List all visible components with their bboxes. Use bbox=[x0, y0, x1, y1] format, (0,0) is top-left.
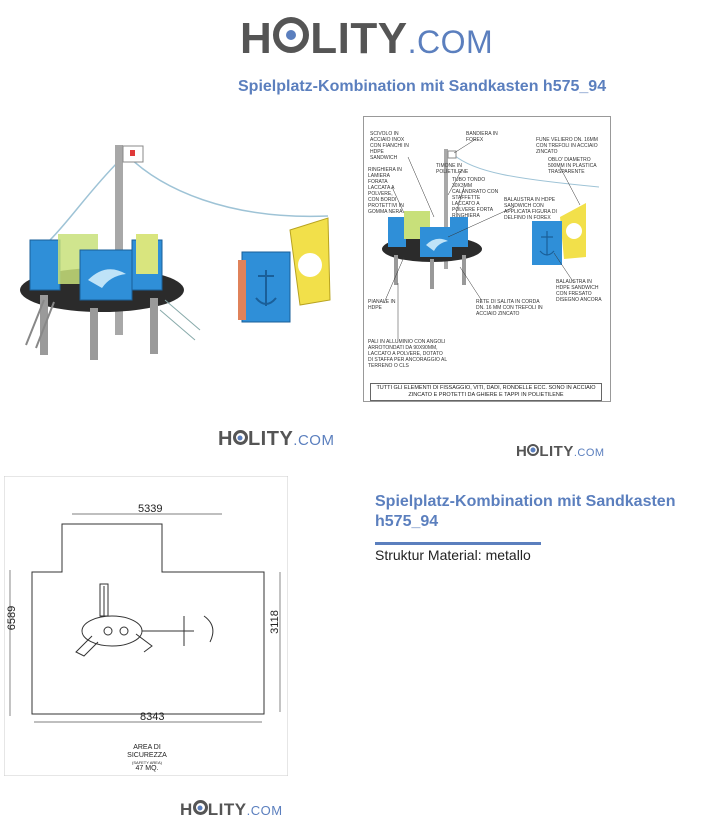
dim-left-label: 6589 bbox=[6, 605, 19, 631]
logo-o-icon bbox=[527, 444, 539, 456]
label-pianale: PIANALE IN HDPE bbox=[368, 299, 396, 311]
logo-letter-h: H bbox=[218, 428, 233, 450]
mesh-panel-right bbox=[136, 234, 158, 274]
brand-logo-small bbox=[218, 428, 334, 451]
label-bandiera: BANDIERA IN FOREX bbox=[466, 131, 498, 143]
sandbox-side bbox=[238, 260, 246, 320]
logo-letter-h: H bbox=[240, 14, 273, 63]
title-underline bbox=[375, 542, 541, 545]
material-label: Struktur Material: bbox=[375, 547, 482, 563]
dim-top-label: 5339 bbox=[138, 503, 163, 515]
area-caption bbox=[114, 744, 180, 773]
label-rete: RETE DI SALITA IN CORDA DN. 16 MM CON TREFOLI IN ACCIAIO ZINCATO bbox=[476, 299, 543, 317]
product-title bbox=[375, 492, 695, 532]
label-ringhiera: RINGHIERA IN LAMIERA FORATA LACCATA A POLVERE, CON BORDI PROTETTIVI IN GOMMA NERA bbox=[368, 167, 404, 215]
brand-logo-small bbox=[180, 800, 283, 820]
logo-o-icon bbox=[233, 430, 248, 445]
area-value: 47 MQ. bbox=[135, 765, 159, 772]
material-value: metallo bbox=[485, 547, 531, 563]
label-timone: TIMONE IN POLIETILENE bbox=[436, 163, 469, 175]
flag-mark bbox=[130, 150, 135, 156]
logo-o-icon bbox=[273, 17, 309, 53]
area-title: AREA DI SICUREZZA bbox=[127, 744, 167, 759]
safety-area-plan bbox=[4, 476, 288, 776]
label-scivolo: SCIVOLO IN ACCIAIO INOX CON FIANCHI IN HDPE SANDWICH bbox=[370, 131, 409, 161]
technical-drawing bbox=[363, 116, 611, 402]
net-icon bbox=[160, 300, 200, 340]
area-subtitle: (SAFETY AREA) bbox=[132, 760, 162, 765]
dim-right-label: 3118 bbox=[268, 610, 281, 634]
logo-suffix: .COM bbox=[573, 447, 605, 459]
logo-suffix: .COM bbox=[246, 803, 283, 818]
logo-suffix: .COM bbox=[293, 432, 335, 449]
rope-line bbox=[124, 152, 328, 216]
label-balaustra-delfino: BALAUSTRA IN HDPE SANDWICH CON APPLICATA FIGURA DI DELFINO IN FOREX bbox=[504, 197, 557, 221]
note-fasteners: TUTTI GLI ELEMENTI DI FISSAGGIO, VITI, DADI, RONDELLE ECC. SONO IN ACCIAIO ZINCATO E PROTETTI DA GHIERE E TAPPI IN POLIETILENE bbox=[370, 383, 602, 401]
product-title-line1: Spielplatz-Kombination mit Sandkasten bbox=[375, 493, 676, 510]
leg-pole bbox=[90, 308, 98, 360]
label-oblo: OBLO' DIAMETRO 500MM IN PLASTICA TRASPARENTE bbox=[548, 157, 597, 175]
label-fune: FUNE VELIERO DN. 16MM CON TREFOLI IN ACCIAIO ZINCATO bbox=[536, 137, 598, 155]
product-render-image bbox=[10, 130, 360, 370]
dim-bottom-label: 8343 bbox=[140, 711, 165, 723]
logo-letters: LITY bbox=[207, 800, 247, 819]
logo-letters: LITY bbox=[310, 14, 408, 63]
rope-line-left bbox=[50, 160, 120, 240]
label-balaustra-ancora: BALAUSTRA IN HDPE SANDWICH CON FRESATO DISEGNO ANCORA bbox=[556, 279, 602, 303]
material-info bbox=[375, 547, 535, 563]
logo-letters: LITY bbox=[247, 428, 294, 450]
side-panel-left bbox=[30, 240, 60, 290]
logo-o-icon bbox=[193, 800, 208, 815]
logo-letters: LITY bbox=[539, 443, 574, 460]
label-pali: PALI IN ALLUMINIO CON ANGOLI ARROTONDATI DA 90X90MM, LACCATO A POLVERE, DOTATO DI STAFFA PER ANCORAGGIO AL TERRENO O CLS bbox=[368, 339, 447, 369]
logo-letter-h: H bbox=[516, 443, 528, 460]
logo-suffix: .COM bbox=[407, 24, 494, 60]
product-title-line2: h575_94 bbox=[375, 513, 439, 530]
leg-pole bbox=[150, 298, 158, 354]
label-tubo: TUBO TONDO 30X3MM CALANDRATO CON STAFFETTE LACCATO A POLVERE FORTA RINGHIERA bbox=[452, 177, 499, 219]
brand-logo[interactable] bbox=[240, 14, 493, 64]
porthole-icon bbox=[298, 253, 322, 277]
product-title-top: Spielplatz-Kombination mit Sandkasten h575_94 bbox=[238, 78, 607, 95]
logo-letter-h: H bbox=[180, 800, 193, 819]
brand-logo-small bbox=[516, 443, 605, 460]
